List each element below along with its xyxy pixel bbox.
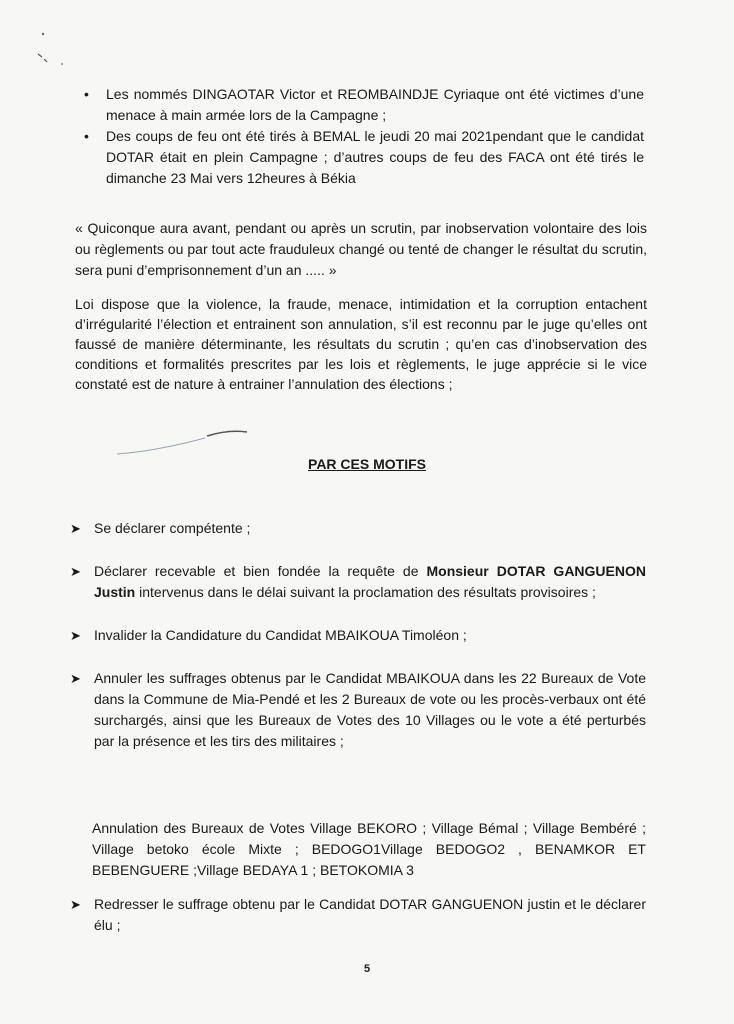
claim-text: Annuler les suffrages obtenus par le Candidat MBAIKOUA dans les 22 Bureaux de Vote dans la Commune de Mia-Pendé et les 2 Bureaux de vote ou les procès-verbaux ont été surchargés, ainsi que les Bureaux de Votes des 10 Villages ou le vote a été perturbés par la présence et les tirs des militaires ; <box>94 670 646 749</box>
list-item <box>84 84 644 126</box>
list-item <box>70 625 646 646</box>
list-item <box>84 126 644 189</box>
list-item <box>70 668 646 752</box>
annulation-paragraph: Annulation des Bureaux de Votes Village BEKORO ; Village Bémal ; Village Bembéré ; Village betoko école Mixte ; BEDOGO1Village BEDOGO2 , BENAMKOR ET BEBENGUERE ;Village BEDAYA 1 ; BETOKOMIA 3 <box>92 820 646 878</box>
scan-marks <box>18 20 78 80</box>
loi-paragraph: Loi dispose que la violence, la fraude, menace, intimidation et la corruption entachent d’irrégularité l’élection et entrainent son annulation, s’il est reconnu par le juge qu’elles ont faussé de manière déterminante, les résultats du scrutin ; qu’en cas d’inobservation des conditions et formalités prescrites par les lois et règlements, le juge apprécie si le vice constaté est de nature à entrainer l’annulation des élections ; <box>75 296 647 392</box>
list-item <box>70 561 646 603</box>
list-item <box>70 894 646 936</box>
claims-list-end <box>70 894 646 936</box>
claims-list <box>70 518 646 752</box>
arrowhead-icon: ➤ <box>70 671 81 686</box>
bullet-dot-icon: • <box>84 86 89 102</box>
claim-text-part: Déclarer recevable et bien fondée la requête de <box>94 563 427 579</box>
arrowhead-icon: ➤ <box>70 897 81 912</box>
claim-text: Redresser le suffrage obtenu par le Candidat DOTAR GANGUENON justin et le déclarer élu ; <box>94 896 646 933</box>
bullet-dot-icon: • <box>84 128 89 144</box>
section-heading: PAR CES MOTIFS <box>308 456 426 472</box>
list-item <box>70 518 646 539</box>
claim-text-part: intervenus dans le délai suivant la proclamation des résultats provisoires ; <box>135 584 596 600</box>
claim-text: Invalider la Candidature du Candidat MBAIKOUA Timoléon ; <box>94 627 467 643</box>
claim-text <box>94 561 646 603</box>
legal-quote: « Quiconque aura avant, pendant ou après un scrutin, par inobservation volontaire des lois ou règlements ou par tout acte frauduleux changé ou tenté de changer le résultat du scrutin, sera puni d’emprisonnement d’un an ..... » <box>75 220 647 278</box>
arrowhead-icon: ➤ <box>70 564 81 579</box>
page-number: 5 <box>363 963 371 975</box>
arrowhead-icon: ➤ <box>70 521 81 536</box>
bullet-text: Des coups de feu ont été tirés à BEMAL le jeudi 20 mai 2021pendant que le candidat DOTAR était en plein Campagne ; d’autres coups de feu des FACA ont été tirés le dimanche 23 Mai vers 12heures à Békia <box>106 128 644 186</box>
bullet-text: Les nommés DINGAOTAR Victor et REOMBAINDJE Cyriaque ont été victimes d’une menace à main armée lors de la Campagne ; <box>106 86 644 123</box>
claim-text: Se déclarer compétente ; <box>94 520 251 536</box>
bullet-list <box>84 84 644 189</box>
claimant-name: Monsieur DOTAR GANGUENON Justin <box>94 563 646 600</box>
arrowhead-icon: ➤ <box>70 628 81 643</box>
